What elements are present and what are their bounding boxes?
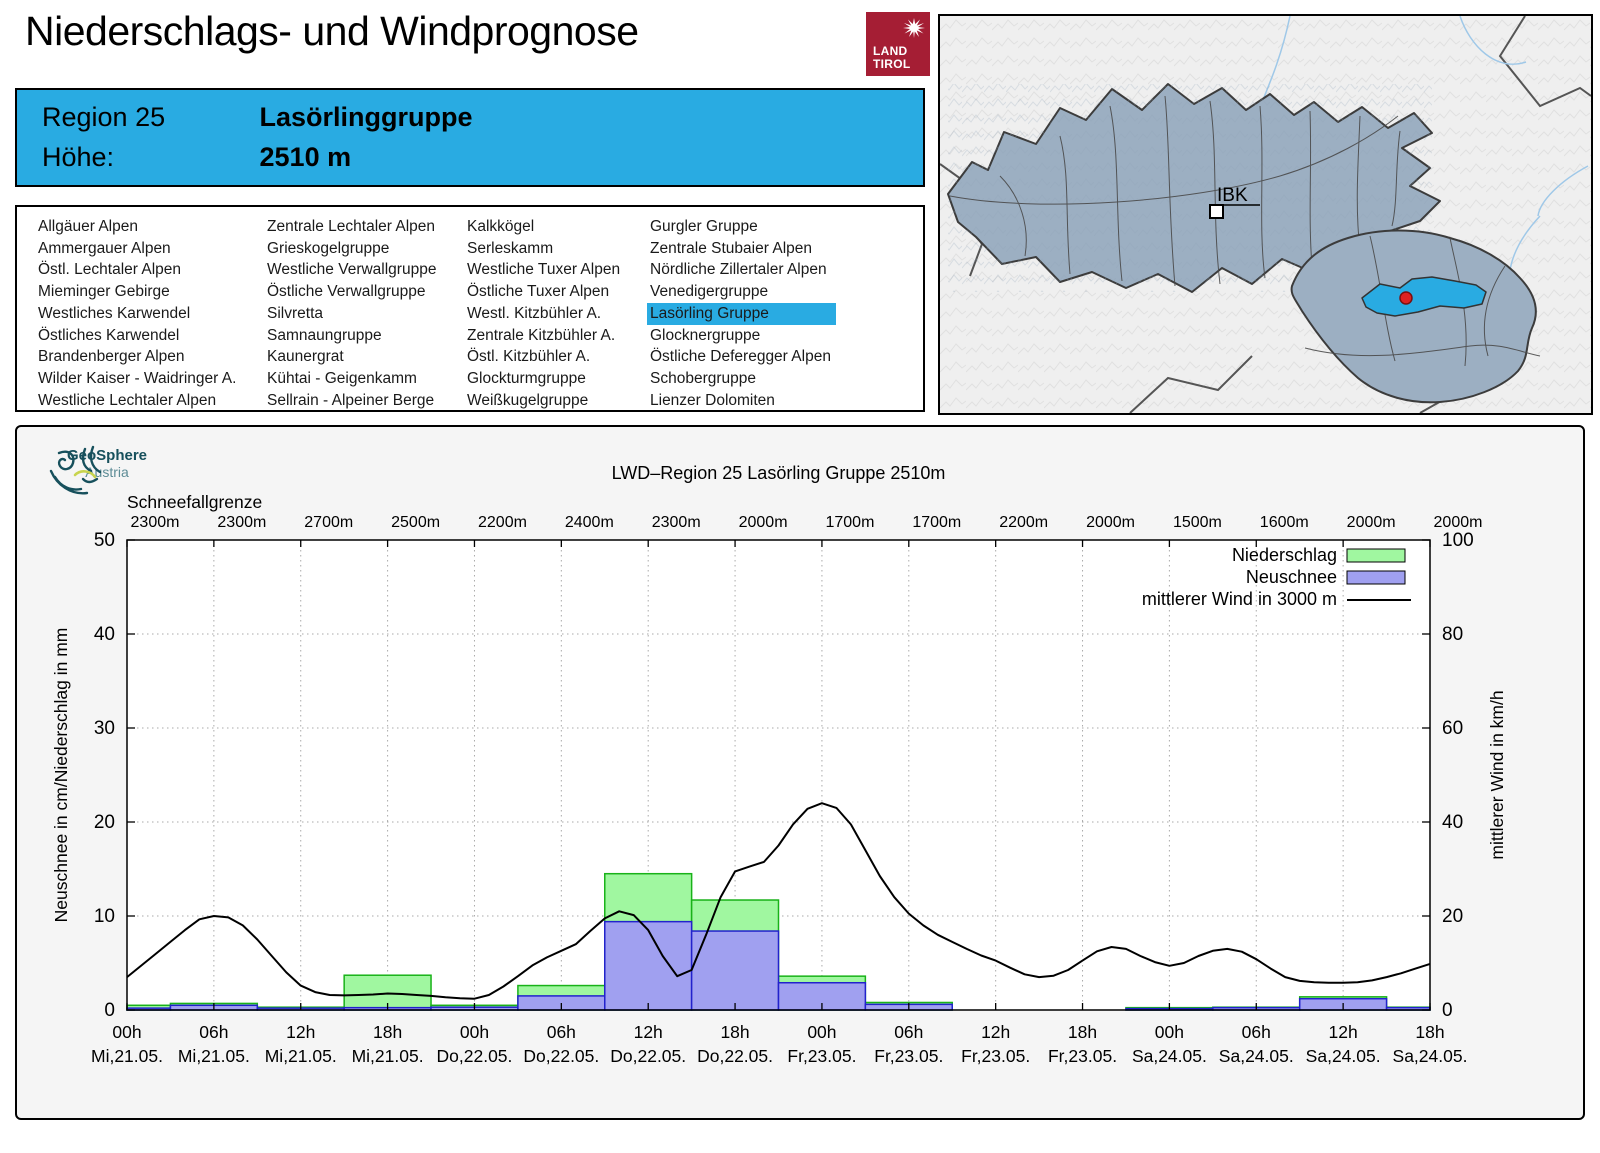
snowline-value: 2400m xyxy=(564,514,614,531)
y-axis-tick-label: 40 xyxy=(93,624,115,645)
y-axis-tick-label: 50 xyxy=(93,530,115,551)
region-list-item[interactable]: Westliche Tuxer Alpen xyxy=(467,261,621,279)
x-hour-label: 12h xyxy=(1328,1022,1358,1042)
snowline-value: 2200m xyxy=(478,514,527,531)
x-day-label: Mi,21.05. xyxy=(264,1046,337,1066)
region-list-item[interactable]: Glocknergruppe xyxy=(650,326,761,344)
x-day-label: Mi,21.05. xyxy=(177,1046,250,1066)
region-list-item[interactable]: Nördliche Zillertaler Alpen xyxy=(650,261,827,279)
region-list-item[interactable]: Grieskogelgruppe xyxy=(267,239,390,257)
region-list-column-2 xyxy=(264,216,439,411)
neuschnee-bar xyxy=(692,931,779,1010)
region-list-item[interactable]: Östliche Verwallgruppe xyxy=(267,283,426,301)
y2-axis-tick-label: 60 xyxy=(1442,718,1464,739)
y2-axis-tick-label: 80 xyxy=(1442,624,1464,645)
x-hour-label: 06h xyxy=(199,1022,229,1042)
tirol-logo-line2: TIROL xyxy=(873,57,911,71)
snowline-value: 1700m xyxy=(912,514,962,531)
chart-title: LWD–Region 25 Lasörling Gruppe 2510m xyxy=(611,463,946,483)
ibk-label: IBK xyxy=(1217,185,1248,206)
x-day-label: Fr,23.05. xyxy=(1047,1046,1118,1066)
legend-label: Neuschnee xyxy=(1245,567,1337,587)
region-list-item[interactable]: Kühtai - Geigenkamm xyxy=(267,369,417,387)
x-day-label: Do,22.05. xyxy=(610,1046,687,1066)
tirol-map xyxy=(938,14,1593,415)
region-list-item[interactable]: Östliche Tuxer Alpen xyxy=(467,283,610,301)
snowline-value: 2000m xyxy=(1433,514,1483,531)
region-list-item[interactable]: Westliche Verwallgruppe xyxy=(267,261,437,279)
region-list-item[interactable]: Serleskamm xyxy=(467,239,554,257)
region-list-item[interactable]: Sellrain - Alpeiner Berge xyxy=(267,391,435,409)
forecast-chart-panel xyxy=(15,425,1585,1120)
snowline-value: 2300m xyxy=(217,514,267,531)
y-axis-title: Neuschnee in cm/Niederschlag in mm xyxy=(51,627,71,923)
x-hour-label: 00h xyxy=(1154,1022,1185,1042)
forecast-chart xyxy=(17,427,1583,1118)
x-day-label: Sa,24.05. xyxy=(1305,1046,1381,1066)
legend-label: mittlerer Wind in 3000 m xyxy=(1141,589,1337,609)
x-hour-label: 00h xyxy=(459,1022,490,1042)
y2-axis-tick-label: 0 xyxy=(1442,1000,1453,1021)
geosphere-name: GeoSphere xyxy=(66,447,148,464)
x-hour-label: 06h xyxy=(1241,1022,1271,1042)
x-day-label: Sa,24.05. xyxy=(1131,1046,1207,1066)
region-list-item[interactable]: Westliches Karwendel xyxy=(38,304,191,322)
x-hour-label: 06h xyxy=(894,1022,924,1042)
region-list-item[interactable]: Venedigergruppe xyxy=(650,283,769,301)
snowline-value: 2700m xyxy=(304,514,354,531)
snowline-value: 2200m xyxy=(999,514,1049,531)
x-hour-label: 18h xyxy=(1067,1022,1098,1042)
legend-swatch xyxy=(1347,549,1405,562)
snowline-value: 2000m xyxy=(1346,514,1396,531)
x-hour-label: 18h xyxy=(1415,1022,1445,1042)
snowline-value: 2000m xyxy=(738,514,788,531)
x-hour-label: 00h xyxy=(807,1022,837,1042)
region-list-item[interactable]: Allgäuer Alpen xyxy=(38,218,138,235)
land-tirol-logo xyxy=(866,12,930,76)
x-day-label: Fr,23.05. xyxy=(787,1046,857,1066)
region-list-item[interactable]: Zentrale Kitzbühler A. xyxy=(467,326,616,344)
region-list-item[interactable]: Ammergauer Alpen xyxy=(38,239,171,257)
region-name: Lasörlinggruppe xyxy=(259,102,473,132)
region-list-item[interactable]: Weißkugelgruppe xyxy=(467,391,589,409)
legend-swatch xyxy=(1347,571,1405,584)
region-number-label: Region 25 xyxy=(42,102,166,132)
snowline-value: 2000m xyxy=(1086,514,1135,531)
region-list-item[interactable]: Westliche Lechtaler Alpen xyxy=(38,391,217,409)
region-list-item[interactable]: Zentrale Lechtaler Alpen xyxy=(267,218,436,235)
region-list-item[interactable]: Silvretta xyxy=(267,304,323,322)
region-list-item[interactable]: Westl. Kitzbühler A. xyxy=(467,304,602,322)
y2-axis-tick-label: 20 xyxy=(1442,906,1464,927)
x-hour-label: 18h xyxy=(720,1022,750,1042)
region-list-item[interactable]: Östliche Deferegger Alpen xyxy=(650,348,831,366)
region-list-column-4 xyxy=(647,216,836,411)
region-list-item[interactable]: Schobergruppe xyxy=(650,369,756,387)
snowline-value: 2300m xyxy=(130,514,180,531)
y2-axis-tick-label: 40 xyxy=(1442,812,1464,833)
x-hour-label: 12h xyxy=(981,1022,1011,1042)
x-hour-label: 12h xyxy=(286,1022,316,1042)
region-list-item[interactable]: Zentrale Stubaier Alpen xyxy=(650,239,812,257)
region-list-item[interactable]: Gurgler Gruppe xyxy=(650,218,758,235)
region-list-item[interactable]: Wilder Kaiser - Waidringer A. xyxy=(38,369,237,387)
x-day-label: Do,22.05. xyxy=(436,1046,513,1066)
x-day-label: Mi,21.05. xyxy=(91,1046,163,1066)
snowline-value: 1500m xyxy=(1172,514,1222,531)
region-list-item[interactable]: Mieminger Gebirge xyxy=(38,283,170,301)
x-hour-label: 06h xyxy=(546,1022,576,1042)
region-header-box xyxy=(15,88,925,187)
y-axis-tick-label: 10 xyxy=(93,906,115,927)
region-list-item[interactable]: Brandenberger Alpen xyxy=(38,348,185,366)
altitude-label: Höhe: xyxy=(42,142,115,172)
region-list-item[interactable]: Östl. Lechtaler Alpen xyxy=(38,261,182,279)
page-title: Niederschlags- und Windprognose xyxy=(25,8,639,54)
legend-label: Niederschlag xyxy=(1231,545,1337,565)
altitude-value: 2510 m xyxy=(259,142,352,172)
x-hour-label: 12h xyxy=(633,1022,663,1042)
region-list-item[interactable]: Samnaungruppe xyxy=(267,326,382,344)
snowline-value: 2500m xyxy=(391,514,441,531)
snowline-value: 1700m xyxy=(825,514,875,531)
region-list-column-1 xyxy=(35,216,239,411)
y2-axis-title: mittlerer Wind in km/h xyxy=(1487,690,1507,860)
region-list-item[interactable]: Östl. Kitzbühler A. xyxy=(467,348,591,366)
y-axis-tick-label: 0 xyxy=(104,1000,115,1021)
y-axis-tick-label: 30 xyxy=(93,718,115,739)
region-list-item[interactable]: Östliches Karwendel xyxy=(38,326,180,344)
y-axis-tick-label: 20 xyxy=(93,812,115,833)
x-day-label: Fr,23.05. xyxy=(961,1046,1031,1066)
tirol-logo-line1: LAND xyxy=(873,44,908,58)
region-list-item[interactable]: Glockturmgruppe xyxy=(467,369,586,387)
region-list-item[interactable]: Lienzer Dolomiten xyxy=(650,391,775,409)
region-list xyxy=(15,205,925,412)
region-list-item[interactable]: Kalkkögel xyxy=(467,218,535,235)
x-hour-label: 18h xyxy=(372,1022,403,1042)
snowline-value: 2300m xyxy=(651,514,701,531)
region-list-item[interactable]: Kaunergrat xyxy=(267,348,344,366)
x-day-label: Fr,23.05. xyxy=(874,1046,944,1066)
x-day-label: Do,22.05. xyxy=(697,1046,774,1066)
neuschnee-bar xyxy=(605,922,692,1010)
y2-axis-tick-label: 100 xyxy=(1442,530,1474,551)
selected-region-marker-dot xyxy=(1400,292,1412,304)
tirol-eagle-icon xyxy=(901,15,927,41)
geosphere-country: Austria xyxy=(85,464,129,480)
region-list-column-3 xyxy=(464,216,623,411)
region-list-item-selected[interactable]: Lasörling Gruppe xyxy=(647,303,836,325)
snowline-value: 1600m xyxy=(1259,514,1309,531)
x-day-label: Do,22.05. xyxy=(523,1046,600,1066)
snowline-label: Schneefallgrenze xyxy=(127,492,263,512)
x-hour-label: 00h xyxy=(112,1022,142,1042)
x-day-label: Mi,21.05. xyxy=(351,1046,424,1066)
x-day-label: Sa,24.05. xyxy=(1218,1046,1294,1066)
x-day-label: Sa,24.05. xyxy=(1392,1046,1468,1066)
